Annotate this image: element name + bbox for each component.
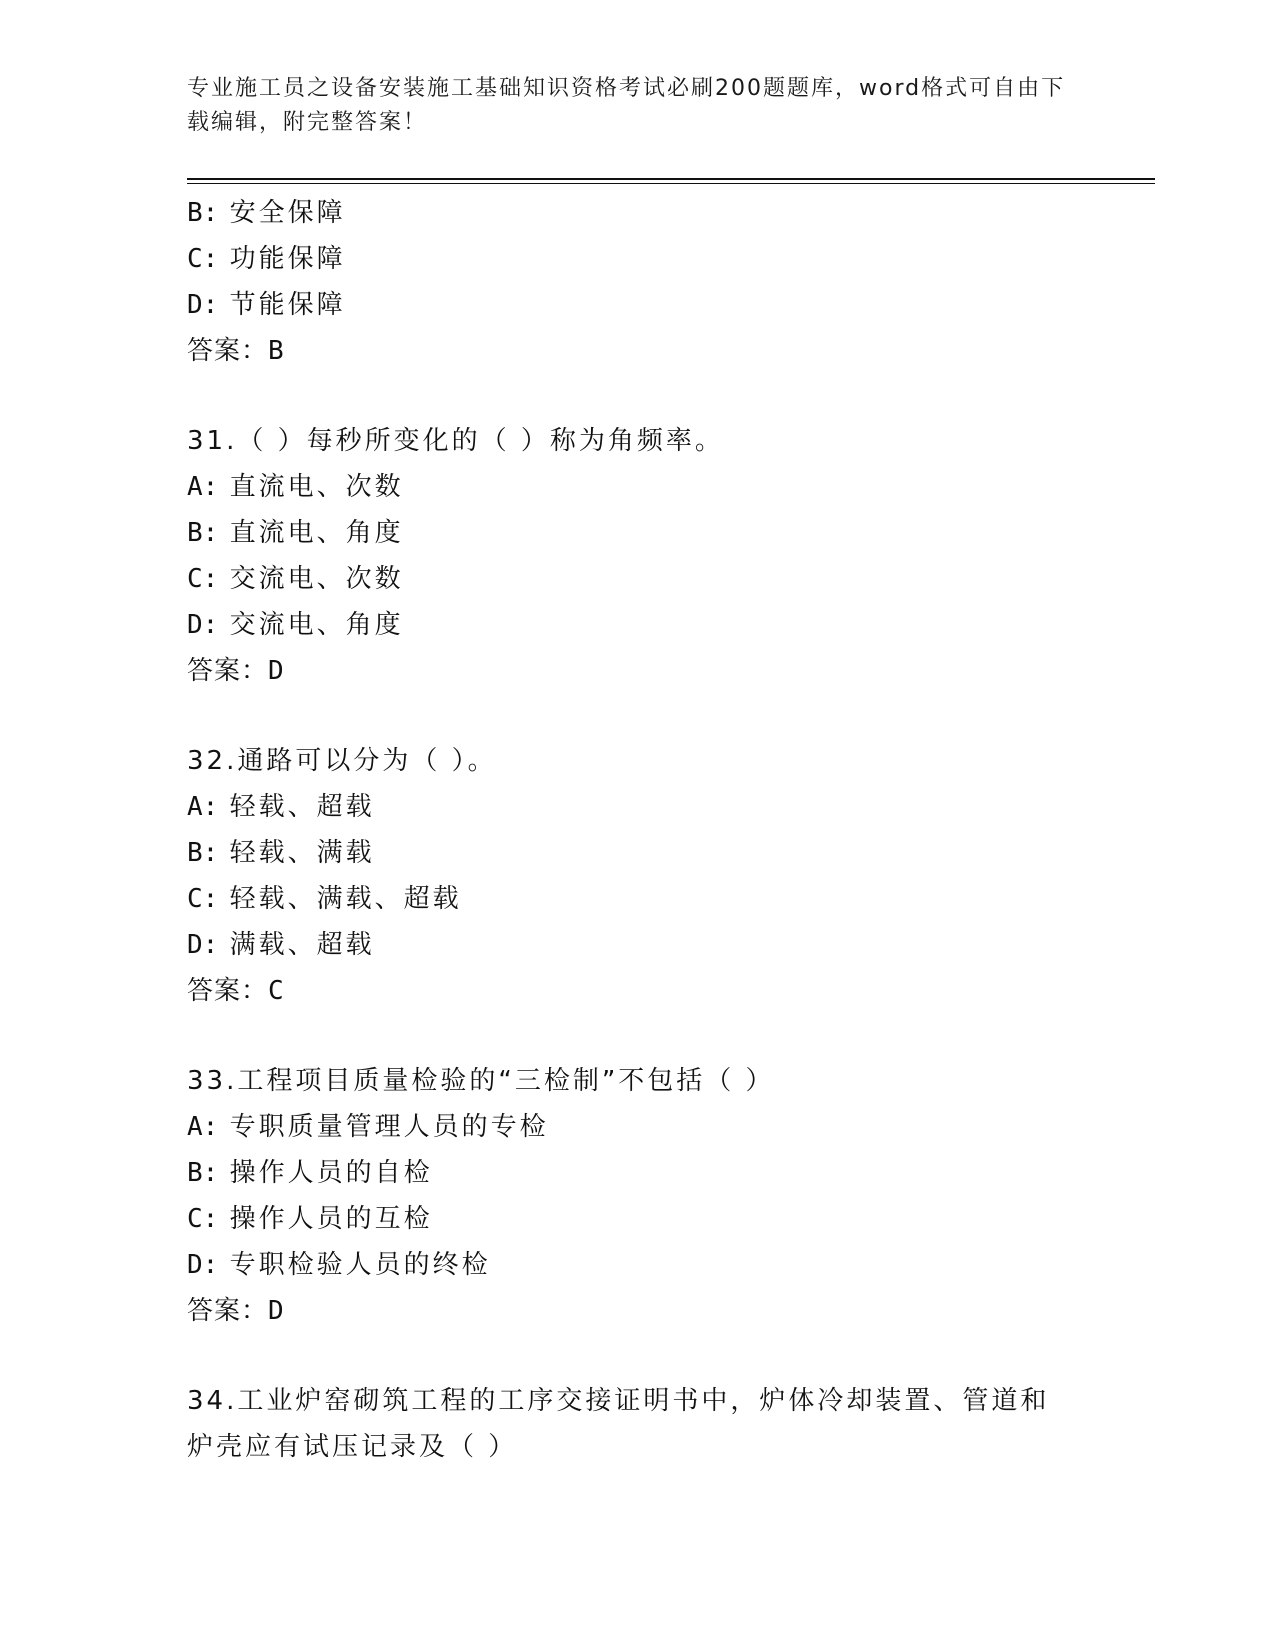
option-text: 交流电、角度	[229, 610, 404, 640]
option-d	[187, 602, 1087, 648]
answer-value: B	[268, 336, 285, 366]
option-text: 轻载、满载、超载	[229, 884, 462, 914]
answer-line	[187, 1288, 1087, 1334]
question-block-34	[187, 1378, 1087, 1470]
option-d	[187, 282, 1087, 328]
option-text: 直流电、角度	[229, 518, 404, 548]
option-label: B:	[187, 1158, 219, 1188]
question-title: 33.工程项目质量检验的“三检制”不包括（ ）	[187, 1066, 775, 1096]
option-b	[187, 1150, 1087, 1196]
option-text: 直流电、次数	[229, 472, 404, 502]
document-header: 专业施工员之设备安装施工基础知识资格考试必刷200题题库，word格式可自由下载编辑，附完整答案！	[187, 76, 1066, 135]
question-block-prev	[187, 190, 1087, 374]
question-block-31	[187, 418, 1087, 694]
option-text: 专职质量管理人员的专检	[229, 1112, 549, 1142]
option-label: A:	[187, 1112, 219, 1142]
answer-label: 答案：	[187, 336, 269, 366]
answer-label: 答案：	[187, 1296, 269, 1326]
option-label: C:	[187, 884, 219, 914]
option-label: C:	[187, 1204, 219, 1234]
option-label: D:	[187, 930, 219, 960]
answer-value: D	[268, 656, 285, 686]
option-label: D:	[187, 610, 219, 640]
option-label: C:	[187, 564, 219, 594]
header-divider	[187, 178, 1155, 180]
question-block-33	[187, 1058, 1087, 1334]
option-c	[187, 1196, 1087, 1242]
option-label: C:	[187, 244, 219, 274]
option-b	[187, 510, 1087, 556]
option-text: 功能保障	[229, 244, 346, 274]
option-label: D:	[187, 290, 219, 320]
question-title: 31.（ ）每秒所变化的（ ）称为角频率。	[187, 426, 724, 456]
option-label: B:	[187, 198, 219, 228]
question-list	[187, 190, 1087, 1470]
answer-value: D	[268, 1296, 285, 1326]
question-title: 34.工业炉窑砌筑工程的工序交接证明书中，炉体冷却装置、管道和炉壳应有试压记录及（ ）	[187, 1386, 1050, 1462]
option-label: D:	[187, 1250, 219, 1280]
option-text: 轻载、超载	[229, 792, 375, 822]
option-text: 安全保障	[229, 198, 346, 228]
option-b	[187, 830, 1087, 876]
question-title: 32.通路可以分为（ ）。	[187, 746, 497, 776]
option-label: B:	[187, 518, 219, 548]
header-divider-thin	[187, 183, 1155, 184]
option-c	[187, 876, 1087, 922]
answer-label: 答案：	[187, 656, 269, 686]
option-text: 节能保障	[229, 290, 346, 320]
option-text: 操作人员的自检	[229, 1158, 433, 1188]
option-text: 满载、超载	[229, 930, 375, 960]
option-a	[187, 1104, 1087, 1150]
option-a	[187, 464, 1087, 510]
option-a	[187, 784, 1087, 830]
option-d	[187, 1242, 1087, 1288]
option-d	[187, 922, 1087, 968]
answer-line	[187, 648, 1087, 694]
question-block-32	[187, 738, 1087, 1014]
option-b	[187, 190, 1087, 236]
option-c	[187, 236, 1087, 282]
option-label: A:	[187, 792, 219, 822]
option-text: 操作人员的互检	[229, 1204, 433, 1234]
answer-value: C	[268, 976, 285, 1006]
answer-label: 答案：	[187, 976, 269, 1006]
option-text: 交流电、次数	[229, 564, 404, 594]
option-c	[187, 556, 1087, 602]
answer-line	[187, 968, 1087, 1014]
answer-line	[187, 328, 1087, 374]
option-text: 专职检验人员的终检	[229, 1250, 491, 1280]
option-text: 轻载、满载	[229, 838, 375, 868]
option-label: A:	[187, 472, 219, 502]
option-label: B:	[187, 838, 219, 868]
